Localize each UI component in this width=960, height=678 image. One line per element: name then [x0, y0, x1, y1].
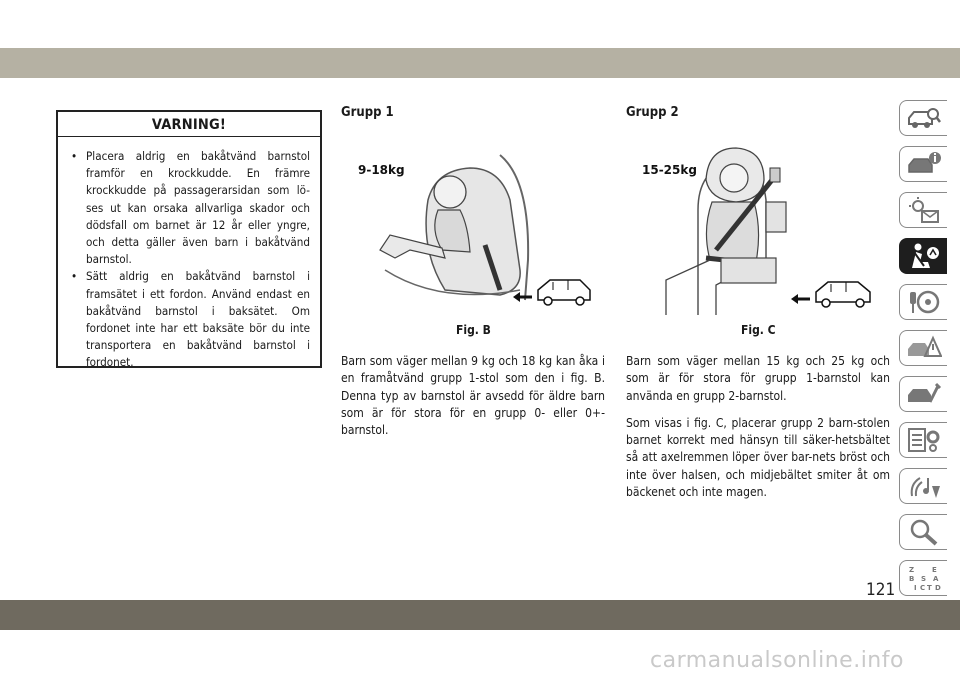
top-header-band [0, 48, 960, 78]
index-letter: B [908, 575, 914, 583]
index-letter: C [919, 584, 925, 592]
index-letter: Z [908, 566, 914, 574]
warning-title: VARNING! [58, 112, 320, 137]
tab-car-hazard[interactable] [899, 330, 947, 366]
magnifier-icon [906, 518, 942, 546]
warning-box [56, 110, 322, 368]
index-letter: I [913, 584, 917, 592]
weight-label-9-18: 9-18kg [358, 163, 405, 177]
child-seat-forward-illustration [350, 140, 600, 320]
multimedia-icon [906, 472, 942, 500]
group2-heading: Grupp 2 [626, 105, 679, 120]
figure-b [350, 140, 600, 320]
index-letter: D [934, 584, 941, 592]
watermark: carmanualsonline.info [650, 648, 904, 673]
page-number: 121 [866, 580, 896, 600]
index-letter: A [932, 575, 938, 583]
weight-label-15-25: 15-25kg [642, 163, 697, 177]
group2-paragraph: Barn som väger mellan 15 kg och 25 kg och som är för stora för grupp 1-barnstol kan använda en grupp 2-barnstol. [626, 354, 890, 403]
steering-key-icon [906, 288, 942, 316]
tab-seat-airbag[interactable] [899, 238, 947, 274]
car-wrench-icon [906, 380, 942, 408]
tab-car-info[interactable] [899, 146, 947, 182]
group2-text [626, 353, 890, 511]
group1-paragraph: Barn som väger mellan 9 kg och 18 kg kan åka i en framåtvänd grupp 1-stol som den i fig. B. Denna typ av barnstol är avsedd för äldre barn som är för stora för en grupp 0- eller 0+-barnstol. [341, 354, 605, 438]
warning-list [58, 137, 320, 372]
figure-c [636, 140, 886, 320]
group1-text [341, 353, 605, 449]
tab-car-magnifier[interactable] [899, 100, 947, 136]
tab-multimedia[interactable] [899, 468, 947, 504]
figure-b-caption: Fig. B [456, 323, 491, 337]
warning-item: • Placera aldrig en bakåtvänd barnstol framför en krockkudde. En främre krockkudde på passagerarsidan som lö-ses ut kan orsaka allvarliga skador och dödsfall om barnet är 12 år eller yngre, och detta gäller även barn i bakåtvänd barnstol. [86, 148, 310, 268]
tab-search[interactable] [899, 514, 947, 550]
warning-lights-icon [906, 196, 942, 224]
group1-heading: Grupp 1 [341, 105, 394, 120]
bottom-footer-band [0, 600, 960, 630]
car-info-icon [906, 150, 942, 178]
warning-item: • Sätt aldrig en bakåtvänd barnstol i framsätet i ett fordon. Använd endast en bakåtvänd barnstol i baksätet. Om fordonet inte har ett baksäte bör du inte transportera en bakåtvänd barnstol i fordonet. [86, 268, 310, 371]
tab-warning-lights[interactable] [899, 192, 947, 228]
list-gear-icon [906, 426, 942, 454]
booster-seat-illustration [636, 140, 886, 320]
tab-index[interactable] [899, 560, 947, 596]
tab-list-gear[interactable] [899, 422, 947, 458]
index-letter: S [920, 575, 926, 583]
figure-c-caption: Fig. C [741, 323, 776, 337]
car-hazard-icon [906, 334, 942, 362]
seat-airbag-icon [906, 242, 942, 270]
index-letter: E [931, 566, 937, 574]
car-magnifier-icon [906, 104, 942, 132]
group2-paragraph: Som visas i fig. C, placerar grupp 2 barn-stolen barnet korrekt med hänsyn till säker-hetsbältet så att axelremmen löper över bar-nets bröst och inte över halsen, och midjebältet smiter åt om bäckenet och inte magen. [626, 415, 890, 500]
tab-steering-key[interactable] [899, 284, 947, 320]
index-letters-icon [906, 564, 942, 592]
tab-car-wrench[interactable] [899, 376, 947, 412]
index-letter: T [926, 584, 932, 592]
